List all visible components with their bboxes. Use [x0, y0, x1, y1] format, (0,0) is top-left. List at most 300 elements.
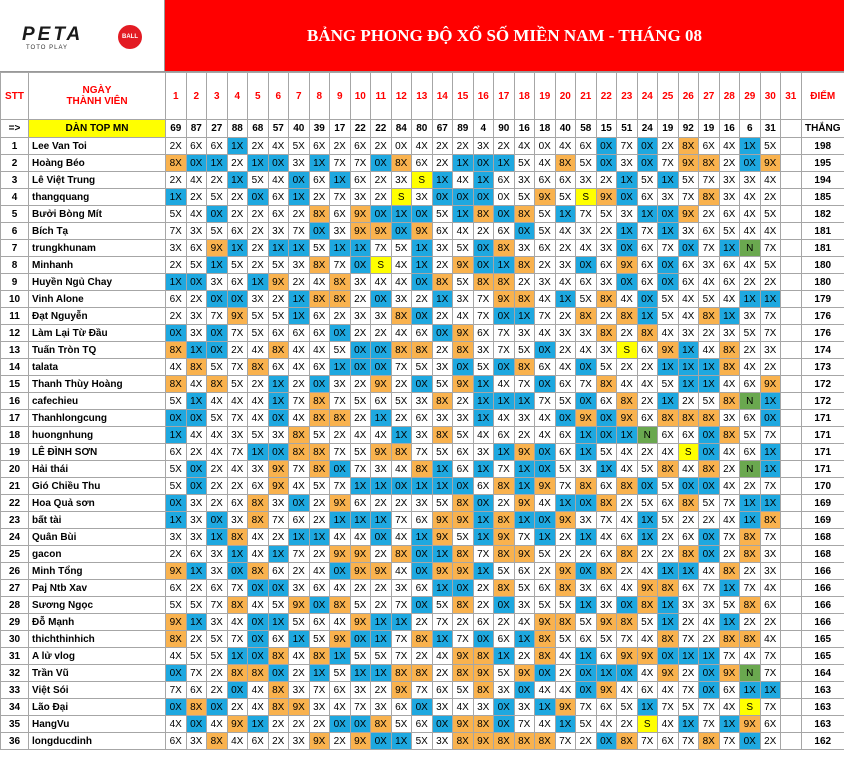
- day-cell: 8X: [227, 665, 248, 682]
- day-cell: 8X: [371, 716, 392, 733]
- member-row: [1, 478, 844, 495]
- day-cell: 2X: [678, 512, 699, 529]
- day-cell: 0X: [207, 512, 228, 529]
- day-cell: 5X: [658, 512, 679, 529]
- day-cell: 1X: [576, 597, 597, 614]
- day-cell: 6X: [740, 410, 761, 427]
- day-cell: 0X: [412, 546, 433, 563]
- day-cell: 7X: [760, 308, 781, 325]
- day-cell: 5X: [371, 648, 392, 665]
- day-cell: 8X: [412, 631, 433, 648]
- day-cell: 0X: [494, 206, 515, 223]
- day-cell: 3X: [289, 682, 310, 699]
- row-number: 13: [1, 342, 29, 359]
- member-row: [1, 597, 844, 614]
- day-cell: 5X: [166, 393, 187, 410]
- day-cell: 1X: [186, 563, 207, 580]
- day-cell: 2X: [432, 665, 453, 682]
- day-cell: 8X: [494, 546, 515, 563]
- day-cell: 4X: [309, 563, 330, 580]
- day-cell: 2X: [350, 376, 371, 393]
- day-cell: 0X: [207, 291, 228, 308]
- member-name: huongnhung: [29, 427, 166, 444]
- day-cell: 7X: [535, 308, 556, 325]
- day-cell: 4X: [658, 716, 679, 733]
- day-cell: 4X: [391, 461, 412, 478]
- day-cell: 4X: [268, 138, 289, 155]
- day-cell: 9X: [637, 580, 658, 597]
- day-cell: 7X: [740, 580, 761, 597]
- day-cell: 9X: [617, 648, 638, 665]
- points-cell: 171: [801, 461, 844, 478]
- day-cell: 0X: [186, 478, 207, 495]
- day-cell: 4X: [248, 546, 269, 563]
- day-cell: 1X: [760, 393, 781, 410]
- day-cell: 9X: [535, 189, 556, 206]
- day-cell: 8X: [494, 580, 515, 597]
- day-cell: 2X: [719, 155, 740, 172]
- member-row: [1, 274, 844, 291]
- day-cell: 4X: [248, 597, 269, 614]
- day-cell: 6X: [576, 274, 597, 291]
- day-cell: 0X: [207, 325, 228, 342]
- day-cell: 0X: [535, 342, 556, 359]
- logo-area: [0, 0, 165, 72]
- day-cell: 2X: [186, 631, 207, 648]
- day-cell: 0X: [166, 665, 187, 682]
- day-cell: 2X: [371, 597, 392, 614]
- top-numbers-row: [1, 120, 844, 138]
- day-cell: 4X: [576, 342, 597, 359]
- row-number: 16: [1, 393, 29, 410]
- day-cell: 7X: [227, 444, 248, 461]
- day-cell: 1X: [432, 580, 453, 597]
- day-cell: 0X: [391, 223, 412, 240]
- day-cell: 7X: [514, 529, 535, 546]
- day-cell: S: [391, 189, 412, 206]
- day-cell: 1X: [289, 291, 310, 308]
- day-cell: 1X: [330, 512, 351, 529]
- day-cell: 4X: [576, 240, 597, 257]
- header-row: [1, 73, 844, 120]
- day-cell: 0X: [371, 733, 392, 750]
- day-cell: 5X: [658, 291, 679, 308]
- day-cell: 2X: [535, 257, 556, 274]
- day-cell: 8X: [699, 410, 720, 427]
- day-cell: 3X: [432, 359, 453, 376]
- day-cell: 2X: [453, 393, 474, 410]
- day-cell: 1X: [760, 461, 781, 478]
- day-cell: 9X: [350, 614, 371, 631]
- day-cell: 5X: [576, 614, 597, 631]
- day-cell: 4X: [494, 410, 515, 427]
- day-cell: 2X: [555, 240, 576, 257]
- day-cell: 9X: [453, 648, 474, 665]
- day-cell: 5X: [207, 223, 228, 240]
- day-cell: 2X: [248, 376, 269, 393]
- day-cell: 9X: [350, 223, 371, 240]
- day-cell: 8X: [535, 648, 556, 665]
- day-cell: 1X: [289, 189, 310, 206]
- day-cell: 6X: [268, 206, 289, 223]
- day-cell: 5X: [207, 648, 228, 665]
- day-cell: 1X: [678, 342, 699, 359]
- member-row: [1, 393, 844, 410]
- day-cell: 6X: [268, 563, 289, 580]
- top-number: 68: [248, 120, 269, 138]
- day-cell: 0X: [535, 138, 556, 155]
- day-cell: 0X: [473, 631, 494, 648]
- day-cell: 5X: [576, 155, 597, 172]
- member-row: [1, 240, 844, 257]
- day-cell: 4X: [555, 138, 576, 155]
- day-cell: 2X: [494, 495, 515, 512]
- day-cell: 4X: [699, 614, 720, 631]
- day-cell: 9X: [535, 614, 556, 631]
- day-cell: 0X: [678, 478, 699, 495]
- day-cell: 1X: [658, 563, 679, 580]
- day-cell: 0X: [412, 308, 433, 325]
- day-cell: 5X: [555, 189, 576, 206]
- day-cell: 0X: [371, 206, 392, 223]
- day-cell: 5X: [637, 495, 658, 512]
- day-cell: 3X: [268, 427, 289, 444]
- day-cell: 3X: [514, 410, 535, 427]
- day-cell: 4X: [268, 172, 289, 189]
- day-cell: 7X: [494, 342, 515, 359]
- day-cell: 4X: [309, 274, 330, 291]
- day-cell: 7X: [760, 648, 781, 665]
- day-cell: 5X: [719, 597, 740, 614]
- day-cell: 5X: [699, 291, 720, 308]
- day-cell: 2X: [637, 393, 658, 410]
- day-cell: 3X: [186, 512, 207, 529]
- day-cell: 9X: [740, 716, 761, 733]
- row-number: 12: [1, 325, 29, 342]
- day-cell: 0X: [412, 206, 433, 223]
- day-cell: 3X: [473, 342, 494, 359]
- day-cell: 1X: [391, 614, 412, 631]
- day-cell: 9X: [268, 478, 289, 495]
- member-row: [1, 342, 844, 359]
- day-cell: 6X: [596, 699, 617, 716]
- day-cell: 3X: [596, 597, 617, 614]
- day-cell: 6X: [596, 546, 617, 563]
- day-header: 19: [535, 73, 556, 120]
- day-cell: 2X: [719, 461, 740, 478]
- day-cell: 0X: [740, 155, 761, 172]
- day-cell: 5X: [391, 240, 412, 257]
- day-cell: 1X: [514, 478, 535, 495]
- day-cell: 6X: [289, 512, 310, 529]
- day-header: 14: [432, 73, 453, 120]
- day-cell: 3X: [289, 580, 310, 597]
- day-cell: 4X: [207, 427, 228, 444]
- day-cell: 3X: [719, 325, 740, 342]
- points-cell: 176: [801, 308, 844, 325]
- points-cell: 165: [801, 631, 844, 648]
- day-cell: 5X: [760, 257, 781, 274]
- top-number: 51: [617, 120, 638, 138]
- day-cell: 4X: [719, 512, 740, 529]
- day-cell: 4X: [227, 614, 248, 631]
- row-number: 27: [1, 580, 29, 597]
- day-cell: 5X: [207, 189, 228, 206]
- day-cell: 6X: [596, 648, 617, 665]
- day-cell: 3X: [248, 291, 269, 308]
- day-cell: 0X: [699, 444, 720, 461]
- day-cell: 7X: [617, 631, 638, 648]
- day-cell: 1X: [166, 427, 187, 444]
- day-header: 28: [719, 73, 740, 120]
- day-cell: 0X: [186, 461, 207, 478]
- day-cell: 3X: [432, 240, 453, 257]
- day-cell: 6X: [637, 189, 658, 206]
- day-cell: 2X: [678, 393, 699, 410]
- day-cell: 5X: [637, 172, 658, 189]
- day-cell: 4X: [391, 257, 412, 274]
- member-name: Đỗ Mạnh: [29, 614, 166, 631]
- day-cell: 9X: [473, 733, 494, 750]
- day-cell: 1X: [596, 665, 617, 682]
- day-cell: 1X: [719, 716, 740, 733]
- day-cell: 5X: [186, 257, 207, 274]
- day-cell: 8X: [166, 155, 187, 172]
- day-cell: 5X: [432, 206, 453, 223]
- member-name: Minhanh: [29, 257, 166, 274]
- day-cell: 7X: [207, 597, 228, 614]
- day-cell: 3X: [268, 223, 289, 240]
- day-cell: 8X: [719, 563, 740, 580]
- day-cell: 3X: [514, 172, 535, 189]
- member-row: [1, 665, 844, 682]
- day-cell: 2X: [166, 138, 187, 155]
- day-cell: 4X: [371, 427, 392, 444]
- day-cell: 8X: [473, 682, 494, 699]
- day-cell: 6X: [535, 580, 556, 597]
- day-cell: 0X: [432, 716, 453, 733]
- day-cell: 9X: [166, 614, 187, 631]
- day-cell: 5X: [514, 580, 535, 597]
- day-cell: 3X: [227, 427, 248, 444]
- day-cell: 3X: [617, 206, 638, 223]
- day-cell: 4X: [678, 461, 699, 478]
- day-cell: 1X: [186, 393, 207, 410]
- day-cell: 7X: [719, 529, 740, 546]
- day-cell: 7X: [494, 461, 515, 478]
- member-row: [1, 138, 844, 155]
- day-cell: 2X: [309, 546, 330, 563]
- day-cell: 9X: [514, 546, 535, 563]
- day-cell: 2X: [166, 172, 187, 189]
- day-header: 22: [596, 73, 617, 120]
- day-cell: 1X: [576, 444, 597, 461]
- day-cell: 5X: [535, 206, 556, 223]
- day-cell: 5X: [186, 648, 207, 665]
- day-cell: 0X: [617, 189, 638, 206]
- day-cell: 1X: [658, 223, 679, 240]
- day-cell: [781, 495, 802, 512]
- day-cell: 8X: [494, 478, 515, 495]
- day-cell: S: [412, 172, 433, 189]
- day-cell: 1X: [309, 529, 330, 546]
- day-cell: 8X: [412, 665, 433, 682]
- day-cell: 2X: [617, 563, 638, 580]
- day-cell: 7X: [617, 138, 638, 155]
- day-cell: 0X: [309, 376, 330, 393]
- day-cell: 8X: [268, 342, 289, 359]
- day-cell: 6X: [309, 580, 330, 597]
- day-cell: 1X: [391, 733, 412, 750]
- day-cell: 1X: [514, 393, 535, 410]
- day-cell: 6X: [268, 189, 289, 206]
- day-cell: 6X: [453, 444, 474, 461]
- day-cell: 6X: [166, 733, 187, 750]
- day-cell: 2X: [371, 495, 392, 512]
- day-cell: 2X: [637, 444, 658, 461]
- day-cell: 0X: [412, 699, 433, 716]
- day-cell: 7X: [678, 733, 699, 750]
- day-cell: 7X: [166, 682, 187, 699]
- day-cell: 4X: [207, 393, 228, 410]
- day-cell: 8X: [166, 376, 187, 393]
- day-cell: 2X: [453, 614, 474, 631]
- day-cell: 7X: [268, 512, 289, 529]
- day-cell: 6X: [678, 257, 699, 274]
- day-cell: N: [740, 665, 761, 682]
- day-header: 13: [412, 73, 433, 120]
- day-cell: 1X: [760, 682, 781, 699]
- day-cell: 8X: [473, 206, 494, 223]
- day-cell: 9X: [412, 223, 433, 240]
- top-number: 57: [268, 120, 289, 138]
- day-cell: 1X: [658, 393, 679, 410]
- day-cell: 0X: [350, 359, 371, 376]
- day-cell: 3X: [289, 733, 310, 750]
- day-cell: 5X: [350, 648, 371, 665]
- day-cell: 6X: [186, 138, 207, 155]
- day-cell: 2X: [309, 495, 330, 512]
- day-cell: 8X: [617, 308, 638, 325]
- day-cell: 2X: [473, 597, 494, 614]
- day-cell: 4X: [514, 614, 535, 631]
- day-cell: 9X: [207, 240, 228, 257]
- day-cell: 4X: [166, 648, 187, 665]
- row-number: 36: [1, 733, 29, 750]
- day-cell: 9X: [350, 206, 371, 223]
- day-cell: 6X: [760, 716, 781, 733]
- day-cell: 4X: [555, 274, 576, 291]
- day-cell: 9X: [514, 495, 535, 512]
- day-cell: [781, 342, 802, 359]
- member-row: [1, 563, 844, 580]
- day-cell: 2X: [699, 206, 720, 223]
- day-cell: 3X: [719, 172, 740, 189]
- day-cell: 7X: [227, 580, 248, 597]
- day-cell: 0X: [494, 359, 515, 376]
- day-cell: 1X: [330, 240, 351, 257]
- row-number: 34: [1, 699, 29, 716]
- day-cell: 0X: [207, 699, 228, 716]
- day-cell: 2X: [760, 189, 781, 206]
- day-cell: 1X: [268, 546, 289, 563]
- member-name: Quân Bùi: [29, 529, 166, 546]
- day-cell: 9X: [555, 512, 576, 529]
- day-cell: 4X: [678, 291, 699, 308]
- day-cell: 4X: [494, 376, 515, 393]
- day-cell: 8X: [617, 546, 638, 563]
- day-cell: 0X: [699, 546, 720, 563]
- day-cell: S: [371, 257, 392, 274]
- day-cell: 7X: [350, 699, 371, 716]
- day-cell: 6X: [596, 580, 617, 597]
- day-cell: [781, 614, 802, 631]
- day-cell: 4X: [248, 699, 269, 716]
- day-cell: 8X: [576, 478, 597, 495]
- day-cell: 1X: [412, 240, 433, 257]
- member-name: Hoa Quả sơn: [29, 495, 166, 512]
- member-row: [1, 325, 844, 342]
- day-cell: 2X: [617, 325, 638, 342]
- day-cell: 6X: [412, 580, 433, 597]
- day-cell: 1X: [186, 342, 207, 359]
- day-cell: 5X: [248, 325, 269, 342]
- points-cell: 169: [801, 512, 844, 529]
- day-cell: 2X: [371, 172, 392, 189]
- points-cell: 174: [801, 342, 844, 359]
- points-cell: 166: [801, 597, 844, 614]
- day-cell: [781, 597, 802, 614]
- day-cell: 0X: [268, 410, 289, 427]
- day-cell: 7X: [350, 461, 371, 478]
- day-header: 23: [617, 73, 638, 120]
- day-cell: 9X: [432, 529, 453, 546]
- day-cell: 2X: [699, 512, 720, 529]
- day-cell: 0X: [473, 240, 494, 257]
- day-cell: 8X: [453, 546, 474, 563]
- day-cell: 2X: [473, 223, 494, 240]
- day-cell: [781, 359, 802, 376]
- day-cell: 3X: [268, 495, 289, 512]
- day-cell: 2X: [760, 733, 781, 750]
- day-cell: 6X: [740, 376, 761, 393]
- day-cell: 8X: [166, 631, 187, 648]
- day-cell: 2X: [350, 580, 371, 597]
- day-cell: [781, 138, 802, 155]
- day-cell: 5X: [555, 461, 576, 478]
- points-cell: 172: [801, 376, 844, 393]
- top-number: 19: [658, 120, 679, 138]
- day-cell: 1X: [555, 716, 576, 733]
- day-cell: 8X: [514, 733, 535, 750]
- member-name: Bưởi Bòng Mít: [29, 206, 166, 223]
- day-cell: 2X: [535, 563, 556, 580]
- day-cell: 6X: [268, 325, 289, 342]
- day-cell: 6X: [248, 478, 269, 495]
- day-cell: 4X: [350, 529, 371, 546]
- day-cell: 0X: [596, 155, 617, 172]
- day-cell: 7X: [678, 631, 699, 648]
- day-cell: 4X: [555, 223, 576, 240]
- day-cell: 5X: [637, 461, 658, 478]
- day-cell: 3X: [678, 597, 699, 614]
- day-header: 9: [330, 73, 351, 120]
- top-number: 84: [391, 120, 412, 138]
- day-cell: 7X: [330, 189, 351, 206]
- day-cell: 5X: [432, 597, 453, 614]
- day-cell: 8X: [617, 733, 638, 750]
- day-cell: 6X: [309, 172, 330, 189]
